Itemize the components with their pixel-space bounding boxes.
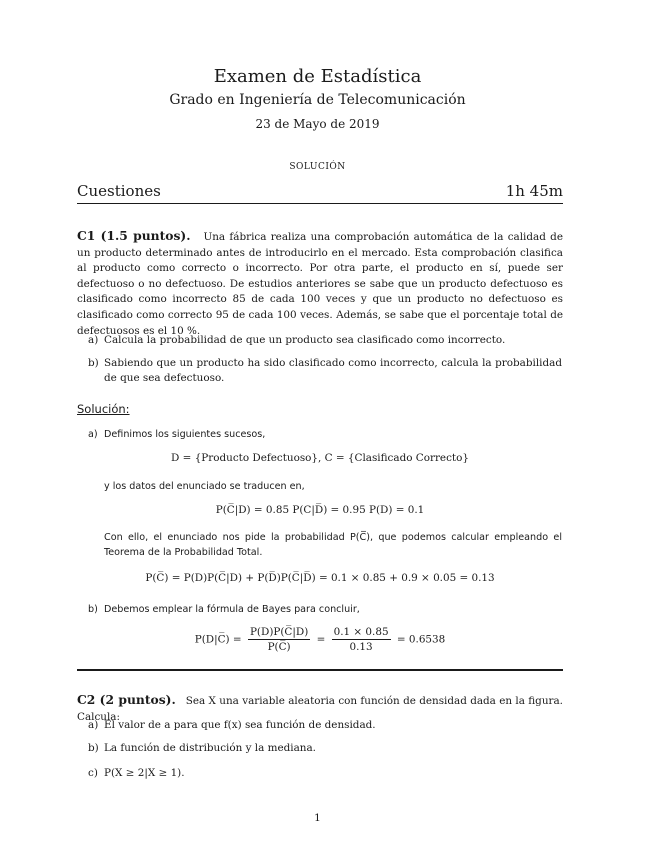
c2-item-a-label: a) — [88, 719, 99, 731]
section-duration: 1h 45m — [505, 182, 563, 200]
solution-title: Solución: — [77, 402, 130, 416]
exam-subtitle: Grado en Ingeniería de Telecomunicación — [169, 92, 466, 108]
c1-item-a — [88, 333, 562, 348]
c2-item-c-label: c) — [88, 767, 98, 779]
section-name: Cuestiones — [77, 182, 161, 200]
sol-a-label: a) — [88, 429, 98, 440]
c1-item-b-text: Sabiendo que un producto ha sido clasificado como incorrecto, calcula la probabilidad de que sea defectuoso. — [104, 357, 562, 385]
question-separator — [77, 669, 563, 671]
exam-date: 23 de Mayo de 2019 — [255, 117, 380, 131]
solution-heading: solución — [289, 157, 346, 172]
section-rule — [77, 203, 563, 204]
c1-item-b — [88, 356, 562, 387]
bayes-denominator-values: 0.13 — [349, 641, 373, 653]
section-header — [77, 182, 563, 200]
sol-a-text-body: Con ello, el enunciado nos pide la probabilidad P(C̅), que podemos calcular empleando el Teorema de la Probabilidad Total. — [104, 532, 562, 559]
c2-item-b-label: b) — [88, 742, 99, 754]
sol-a-text — [88, 530, 562, 561]
c2-text: Sea X una variable aleatoria con función de densidad dada en la figura. Calcula: — [77, 695, 563, 723]
page-number: 1 — [314, 812, 321, 824]
sol-b-label: b) — [88, 604, 98, 615]
c2-item-b-text: La función de distribución y la mediana. — [104, 742, 316, 754]
sol-a-data-intro-text: y los datos del enunciado se traducen en, — [104, 481, 305, 492]
c1-item-b-label: b) — [88, 357, 99, 369]
c1-statement — [77, 228, 563, 339]
bayes-denominator: P(C̅) — [267, 641, 291, 653]
bayes-result: = 0.6538 — [396, 633, 446, 646]
c2-label: C2 (2 puntos). — [77, 692, 176, 707]
sol-b-intro — [88, 602, 562, 617]
c2-item-b — [88, 741, 562, 756]
exam-title: Examen de Estadística — [213, 66, 422, 87]
sol-b-intro-text: Debemos emplear la fórmula de Bayes para concluir, — [104, 604, 360, 615]
c1-item-a-label: a) — [88, 334, 99, 346]
data-equation: P(C̅|D) = 0.85 P(C|D̅) = 0.95 P(D) = 0.1 — [215, 504, 425, 516]
bayes-numerator-values: 0.1 × 0.85 — [333, 626, 389, 638]
c1-text: Una fábrica realiza una comprobación automática de la calidad de un producto determinado antes de introducirlo en el mercado. Esta comprobación clasifica al producto como correcto o incorrecto. Por otra parte, el producto en sí, puede ser defectuoso o no defectuoso. De estudios anteriores se sabe que un producto defectuoso es clasificado como incorrecto 85 de cada 100 veces y que un producto no defectuoso es clasificado como correcto 95 de cada 100 veces. Además, se sabe que el porcentaje total de defectuosos es el 10 %. — [77, 231, 563, 337]
c1-item-a-text: Calcula la probabilidad de que un producto sea clasificado como incorrecto. — [104, 334, 506, 346]
sol-a-intro-text: Definimos los siguientes sucesos, — [104, 429, 266, 440]
c2-item-a — [88, 718, 562, 733]
sol-a-data-intro — [88, 479, 562, 494]
bayes-fraction-1 — [248, 626, 310, 653]
sol-a-intro — [88, 427, 562, 442]
c1-label: C1 (1.5 puntos). — [77, 228, 191, 243]
bayes-fraction-2 — [332, 626, 391, 653]
total-probability-equation: P(C̅) = P(D)P(C̅|D) + P(D̅)P(C̅|D̅) = 0.1 × 0.85 + 0.9 × 0.05 = 0.13 — [145, 572, 495, 584]
bayes-numerator: P(D)P(C̅|D) — [249, 626, 309, 638]
c2-item-c-text: P(X ≥ 2|X ≥ 1). — [104, 767, 185, 779]
c2-item-c — [88, 766, 562, 781]
events-equation: D = {Producto Defectuoso}, C = {Clasificado Correcto} — [171, 452, 469, 464]
bayes-lhs: P(D|C̅) = — [194, 633, 242, 646]
bayes-equation: P(D|C̅) = $\frac{P(D)P(C̅|D)}{P(C̅)}$ = $\frac{0.1 \times 0.85}{0.13}$ = 0.6538 — [194, 626, 446, 653]
c2-item-a-text: El valor de a para que f(x) sea función de densidad. — [104, 719, 376, 731]
